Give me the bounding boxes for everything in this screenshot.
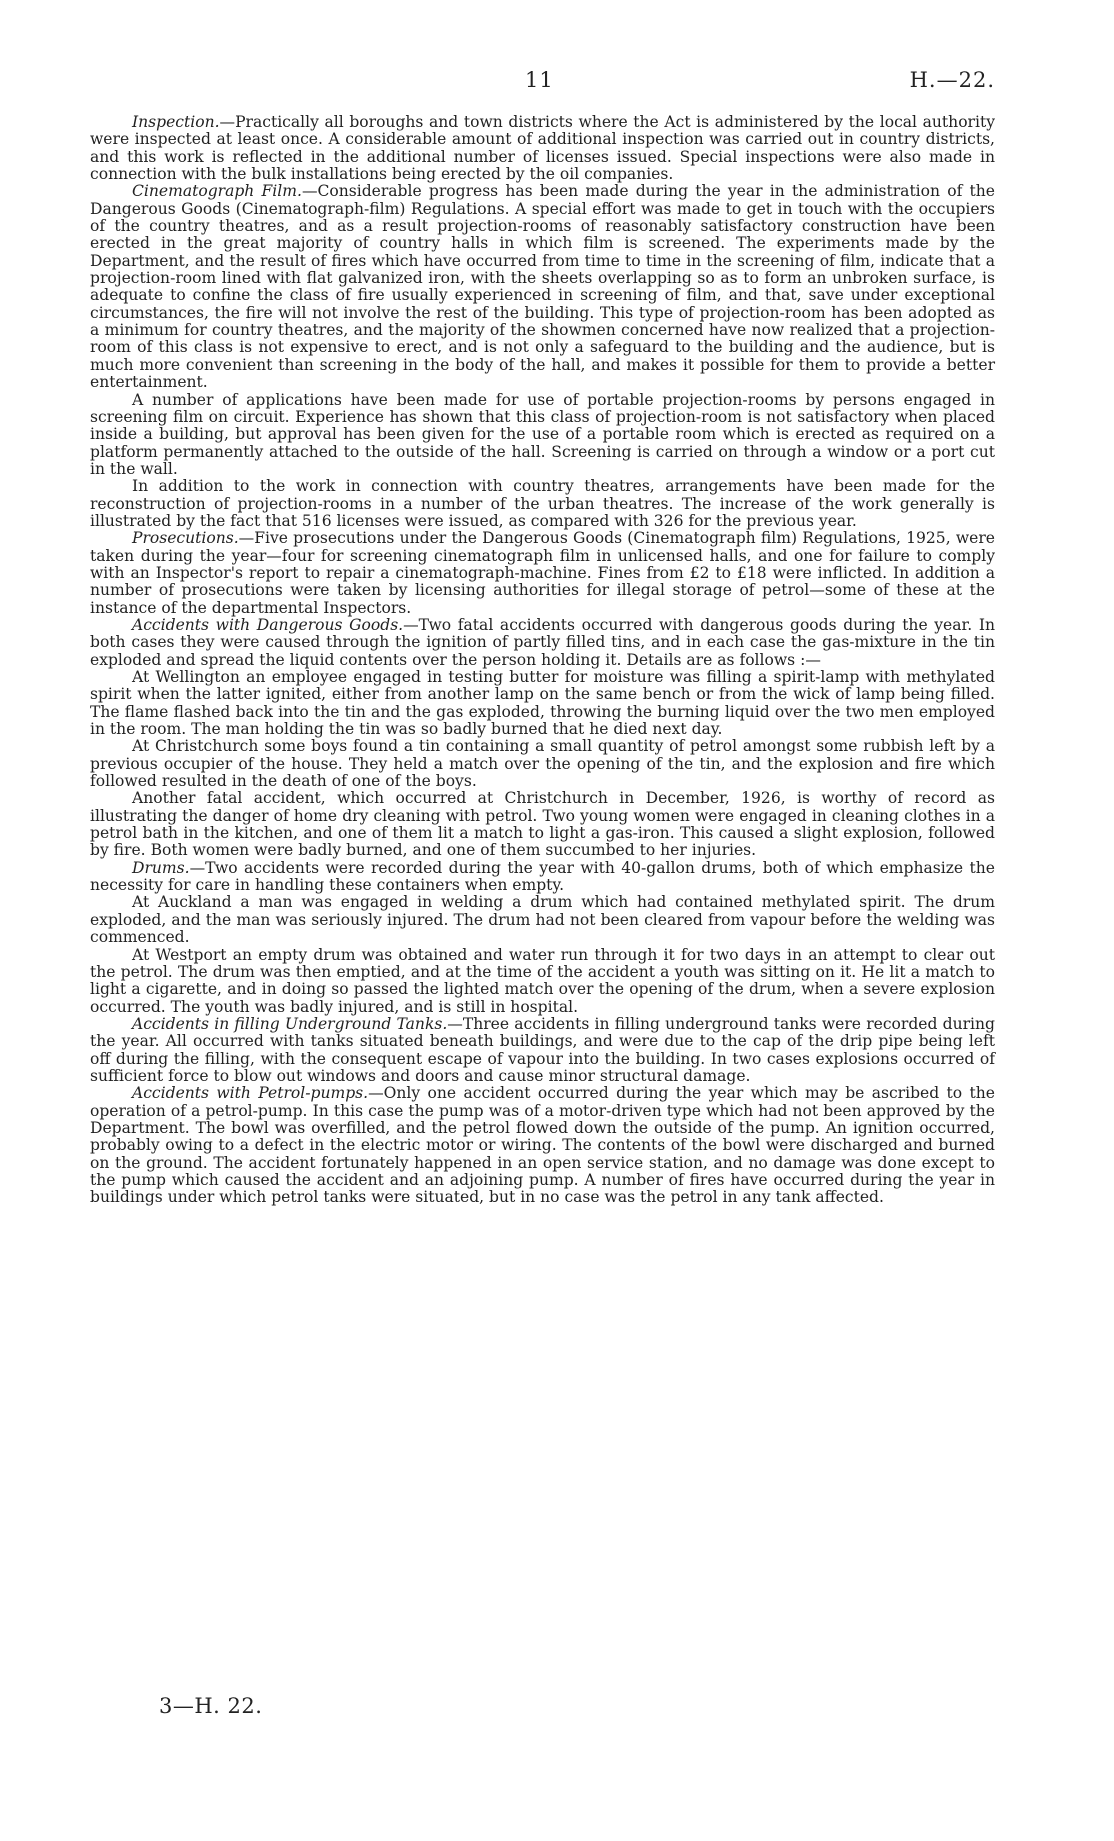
paragraph-accidents-dangerous-goods <box>90 617 995 669</box>
paragraph-text: —Three accidents in filling underground tanks were recorded during the year. All occurred with tanks situated beneath buildings, and were due to the cap of the drip pipe being left off during the filling, with the consequent escape of vapour into the building. In two cases explosions occurred of sufficient force to blow out windows and doors and cause minor structural damage. <box>90 1014 995 1085</box>
paragraph-petrol-pumps <box>90 1085 995 1206</box>
signature-reference: 3—H. 22. <box>159 1694 263 1718</box>
paragraph-heading: Inspection. <box>132 113 220 131</box>
paragraph-text: In addition to the work in connection with country theatres, arrangements have been made for the reconstruction of projection-rooms in a number of the urban theatres. The increase of the work generally is illustrated by the fact that 516 licenses were issued, as compared with 326 for the previous year. <box>90 477 995 530</box>
paragraph-text: —Five prosecutions under the Dangerous Goods (Cinematograph film) Regulations, 1925, were taken during the year—four for screening cinematograph film in unlicensed halls, and one for failure to comply with an Inspector's report to repair a cinematograph-machine. Fines from £2 to £18 were inflicted. In addition a number of prosecutions were taken by licensing authorities for illegal storage of petrol—some of these at the instance of the departmental Inspectors. <box>90 529 995 617</box>
page-header <box>90 68 995 98</box>
paragraph-inspection <box>90 114 995 183</box>
paragraph-text: —Two fatal accidents occurred with dangerous goods during the year. In both cases they were caused through the ignition of partly filled tins, and in each case the gas-mixture in the tin exploded and spread the liquid contents over the person holding it. Details are as follows :— <box>90 615 995 669</box>
paragraph-text: At Auckland a man was engaged in welding a drum which had contained methylated spirit. The drum exploded, and the man was seriously injured. The drum had not been cleared from vapour before the welding was commenced. <box>90 893 995 947</box>
body-text <box>90 114 995 1207</box>
paragraph-prosecutions <box>90 530 995 617</box>
paragraph-wellington <box>90 669 995 738</box>
paragraph-heading: Drums. <box>132 858 190 877</box>
page-number: 11 <box>525 68 554 92</box>
paragraph-text: —Practically all boroughs and town districts where the Act is administered by the local authority were inspected at least once. A considerable amount of additional inspection was carried out in country districts, and this work is reflected in the additional number of licenses issued. Special inspections were also made in connection with the bulk installations being erected by the oil companies. <box>90 113 995 184</box>
paragraph-westport <box>90 947 995 1016</box>
paragraph-drums <box>90 860 995 895</box>
paragraph-christchurch-dry-cleaning <box>90 790 995 859</box>
paragraph-christchurch-boys <box>90 738 995 790</box>
paragraph-text: At Christchurch some boys found a tin containing a small quantity of petrol amongst some rubbish left by a previous occupier of the house. They held a match over the opening of the tin, and the explosion and fire which followed resulted in the death of one of the boys. <box>90 737 995 791</box>
paragraph-text: At Wellington an employee engaged in testing butter for moisture was filling a spirit-lamp with methylated spirit when the latter ignited, either from another lamp on the same bench or from the wick of lamp being filled. The flame flashed back into the tin and the gas exploded, throwing the burning liquid over the two men employed in the room. The man holding the tin was so badly burned that he died next day. <box>90 668 995 739</box>
paragraph-heading: Accidents with Dangerous Goods. <box>132 615 404 634</box>
paragraph-underground-tanks <box>90 1016 995 1085</box>
paragraph-auckland <box>90 894 995 946</box>
paragraph-heading: Accidents with Petrol-pumps. <box>132 1084 369 1103</box>
paragraph-heading: Prosecutions. <box>132 529 239 548</box>
paragraph-text: Another fatal accident, which occurred at Christchurch in December, 1926, is worthy of record as illustrating the danger of home dry cleaning with petrol. Two young women were engaged in cleaning clothes in a petrol bath in the kitchen, and one of them lit a match to light a gas-iron. This caused a slight explosion, followed by fire. Both women were badly burned, and one of them succumbed to her injuries. <box>90 789 995 860</box>
paragraph-portable-rooms <box>90 392 995 479</box>
paragraph-cinematograph-film <box>90 183 995 391</box>
paragraph-text: —Two accidents were recorded during the year with 40-gallon drums, both of which emphasize the necessity for care in handling these containers when empty. <box>90 858 995 895</box>
paragraph-text: —Considerable progress has been made during the year in the administration of the Dangerous Goods (Cinematograph-film) Regulations. A special effort was made to get in touch with the occupiers of the country theatres, and as a result projection-rooms of reasonably satisfactory construction have been erected in the great majority of country halls in which film is screened. The experiments made by the Department, and the result of fires which have occurred from time to time in the screening of film, indicate that a projection-room lined with flat galvanized iron, with the sheets overlapping so as to form an unbroken surface, is adequate to confine the class of fire usually experienced in screening of film, and that, save under exceptional circumstances, the fire will not involve the rest of the building. This type of projection-room has been adopted as a minimum for country theatres, and the majority of the showmen concerned have now realized that a projection-room of this class is not expensive to erect, and is not only a safeguard to the building and the audience, but is much more convenient than screening in the body of the hall, and makes it possible for them to provide a better entertainment. <box>90 182 995 392</box>
document-reference: H.—22. <box>909 68 995 92</box>
paragraph-heading: Cinematograph Film. <box>132 182 302 201</box>
paragraph-heading: Accidents in filling Underground Tanks. <box>132 1014 448 1033</box>
paragraph-urban-theatres <box>90 478 995 530</box>
paragraph-text: —Only one accident occurred during the year which may be ascribed to the operation of a petrol-pump. In this case the pump was of a motor-driven type which had not been approved by the Department. The bowl was overfilled, and the petrol flowed down the outside of the pump. An ignition occurred, probably owing to a defect in the electric motor or wiring. The contents of the bowl were discharged and burned on the ground. The accident fortunately happened in an open service station, and no damage was done except to the pump which caused the accident and an adjoining pump. A number of fires have occurred during the year in buildings under which petrol tanks were situated, but in no case was the petrol in any tank affected. <box>90 1084 995 1207</box>
paragraph-text: A number of applications have been made for use of portable projection-rooms by persons engaged in screening film on circuit. Experience has shown that this class of projection-room is not satisfactory when placed inside a building, but approval has been given for the use of a portable room which is erected as required on a platform permanently attached to the outside of the hall. Screening is carried on through a window or a port cut in the wall. <box>90 390 995 478</box>
paragraph-text: At Westport an empty drum was obtained and water run through it for two days in an attempt to clear out the petrol. The drum was then emptied, and at the time of the accident a youth was sitting on it. He lit a match to light a cigarette, and in doing so passed the lighted match over the opening of the drum, when a severe explosion occurred. The youth was badly injured, and is still in hospital. <box>90 945 995 1016</box>
